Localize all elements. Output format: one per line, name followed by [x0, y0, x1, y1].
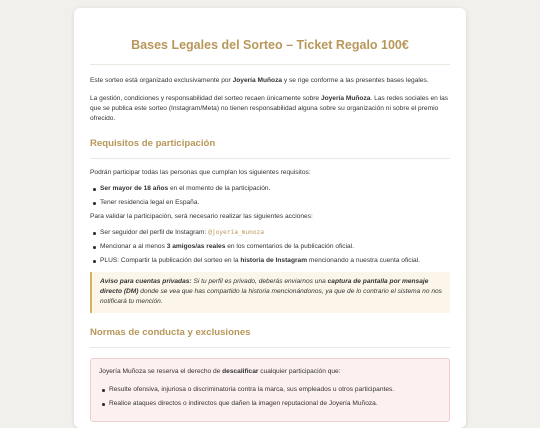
conduct-intro-text: Joyería Muñoza se reserva el derecho de — [99, 368, 223, 375]
conduct-intro-bold: descalificar — [222, 368, 259, 375]
notice-text-end: donde se vea que has compartido la historia mencionándonos, ya que de lo contrario el sistema no nos notificará tu mención. — [100, 288, 442, 305]
list-item-text: PLUS: Compartir la publicación del sorteo en la — [100, 257, 241, 264]
list-item — [100, 184, 450, 194]
legal-card — [74, 8, 466, 428]
brand-name: Joyería Muñoza — [232, 77, 283, 84]
intro-text: Este sorteo está organizado exclusivamente por — [90, 77, 233, 84]
list-item-text: Ser seguidor del perfil de Instagram: — [100, 229, 209, 236]
list-item: Realice ataques directos o indirectos que dañen la imagen reputacional de Joyería Muñoza. — [109, 399, 441, 409]
notice-text — [100, 277, 442, 307]
section-heading-conduct: Normas de conducta y exclusiones — [90, 327, 450, 348]
private-account-notice — [90, 272, 450, 313]
actions-list — [90, 228, 450, 266]
list-item — [100, 198, 450, 208]
intro-text-end: y se rige conforme a las presentes bases legales. — [282, 77, 429, 84]
brand-name: Joyería Muñoza — [320, 95, 371, 102]
conduct-intro-text-end: cualquier participación que: — [258, 368, 341, 375]
list-item-bold: Ser mayor de 18 años — [100, 185, 169, 192]
list-item — [100, 242, 450, 252]
requirements-list — [90, 184, 450, 208]
page-title: Bases Legales del Sorteo – Ticket Regalo 100€ — [90, 38, 450, 65]
instagram-handle-link[interactable]: @joyeria_munoza — [208, 229, 265, 236]
responsibility-text-end: . Las redes sociales en las que se publica este sorteo (Instagram/Meta) no tienen responsabilidad alguna sobre su organización ni sobre el premio ofrecido. — [90, 95, 449, 122]
notice-label: Aviso para cuentas privadas: — [100, 278, 192, 285]
list-item-text-end: en los comentarios de la publicación oficial. — [225, 243, 355, 250]
list-item — [100, 256, 450, 266]
list-item-text: Tener residencia legal en España. — [100, 199, 200, 206]
section-heading-requirements: Requisitos de participación — [90, 138, 450, 159]
list-item-bold: historia de Instagram — [240, 257, 308, 264]
conduct-intro — [99, 367, 441, 377]
intro-paragraph — [90, 76, 450, 86]
list-item: Resulte ofensiva, injuriosa o discriminatoria contra la marca, sus empleados u otros participantes. — [109, 385, 441, 395]
list-item-bold: 3 amigos/as reales — [166, 243, 226, 250]
card-content — [74, 38, 466, 422]
list-item — [100, 228, 450, 238]
list-item-text: Mencionar a al menos — [100, 243, 167, 250]
validation-intro: Para validar la participación, será necesario realizar las siguientes acciones: — [90, 213, 313, 220]
responsibility-text: La gestión, condiciones y responsabilidad del sorteo recaen únicamente sobre — [90, 95, 321, 102]
conduct-list — [99, 385, 441, 409]
conduct-box — [90, 358, 450, 422]
notice-text-start: Si tu perfil es privado, deberás enviarnos una — [191, 278, 328, 285]
requirements-intro: Podrán participar todas las personas que cumplan los siguientes requisitos: — [90, 169, 311, 176]
list-item-text: en el momento de la participación. — [168, 185, 271, 192]
responsibility-paragraph — [90, 94, 450, 124]
notice-bold: captura de pantalla por mensaje directo (DM) — [100, 278, 429, 295]
list-item-text-end: mencionando a nuestra cuenta oficial. — [307, 257, 420, 264]
